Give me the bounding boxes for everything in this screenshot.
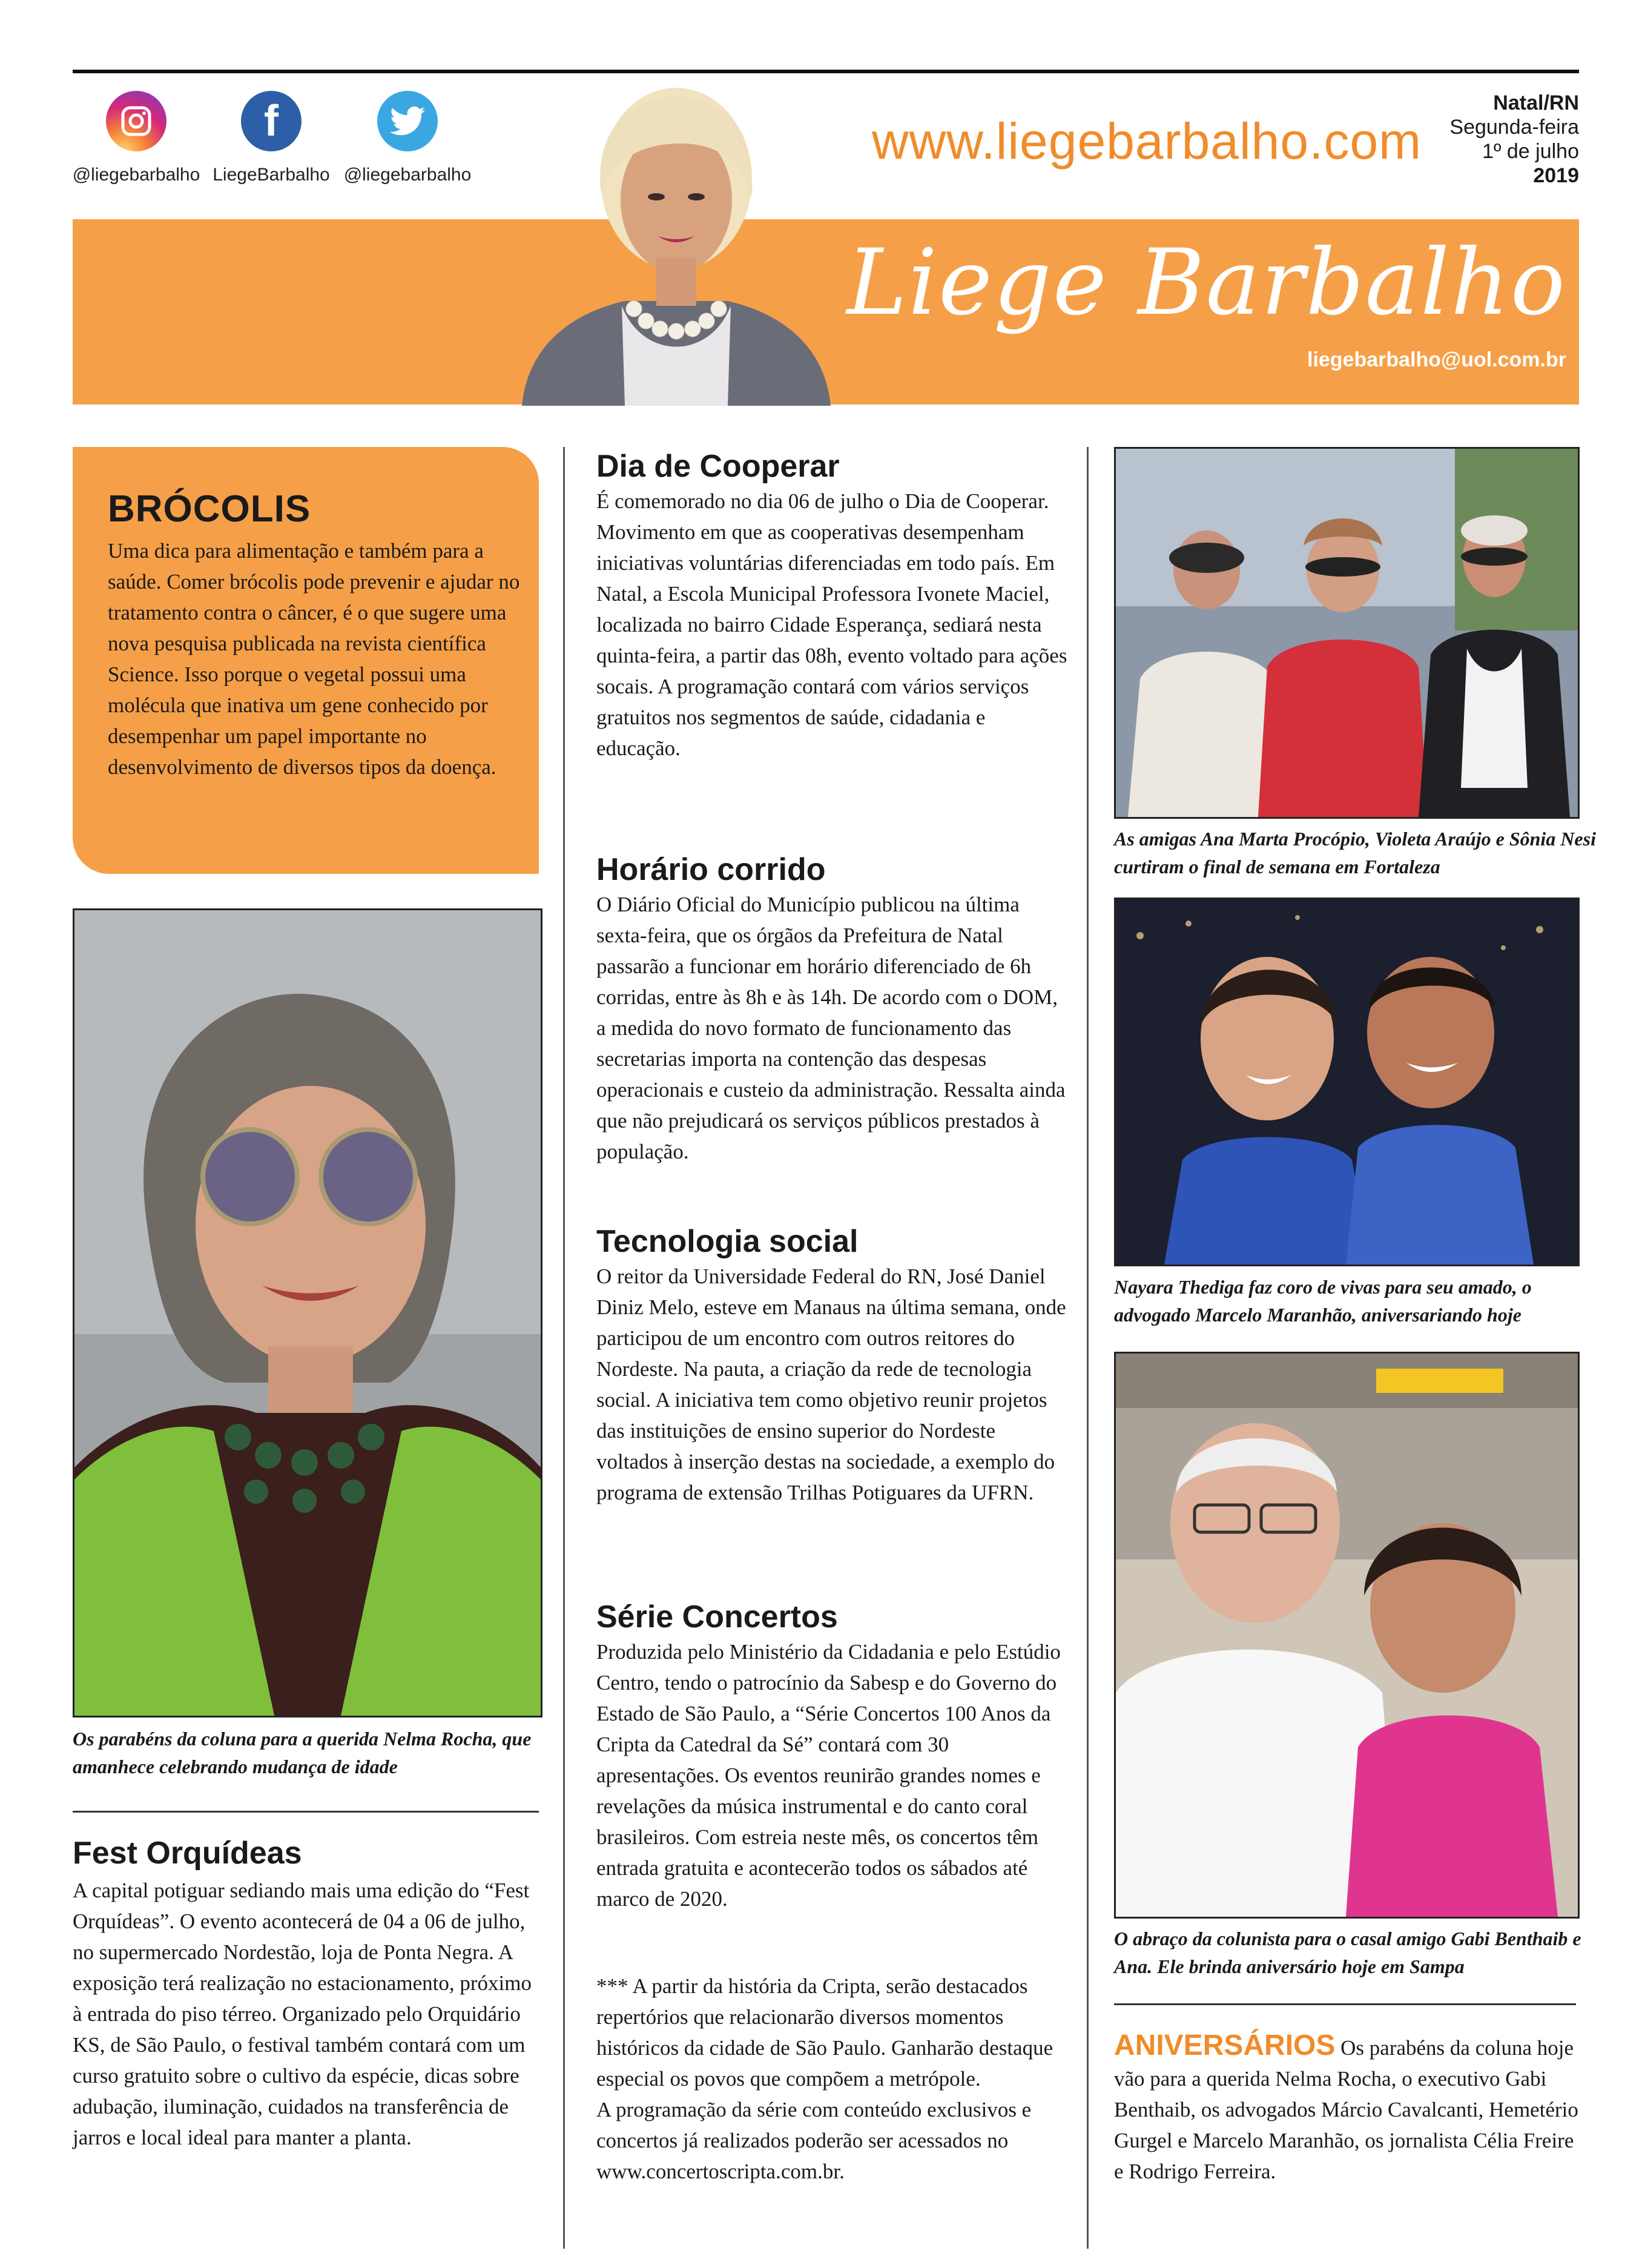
date: 1º de julho bbox=[1482, 140, 1579, 163]
website-link[interactable]: www.liegebarbalho.com bbox=[872, 113, 1422, 170]
photo-nayara-image bbox=[1116, 899, 1578, 1265]
fest-title: Fest Orquídeas bbox=[73, 1836, 302, 1871]
year: 2019 bbox=[1533, 164, 1579, 187]
column-name: Liege Barbalho bbox=[846, 230, 1566, 336]
social-instagram[interactable] bbox=[58, 91, 215, 185]
aniversarios-title: ANIVERSÁRIOS bbox=[1114, 2029, 1336, 2061]
tecnologia-text: O reitor da Universidade Federal do RN, José Daniel Diniz Melo, esteve em Manaus na última semana, onde participou de um encontro com outros reitores do Nordeste. Na pauta, a criação da rede de tecnologia social. A iniciativa tem como objetivo reunir projetos das instituições de ensino superior do Nordeste voltados à inserção destas na sociedade, a exemplo do programa de extensão Trilhas Potiguares da UFRN. bbox=[596, 1265, 1066, 1504]
aniversarios-text: Os parabéns da coluna hoje vão para a querida Nelma Rocha, o executivo Gabi Benthaib, os advogados Márcio Cavalcanti, Hemetério Gurgel e Marcelo Maranhão, os jornalista Célia Freire e Rodrigo Ferreira. bbox=[1114, 2036, 1578, 2183]
horario-title: Horário corrido bbox=[596, 852, 826, 887]
tecnologia-title: Tecnologia social bbox=[596, 1224, 859, 1259]
concertos-text: Produzida pelo Ministério da Cidadania e pelo Estúdio Centro, tendo o patrocínio da Sabesp e do Governo do Estado de São Paulo, a “Série Concertos 100 Anos da Cripta da Catedral da Sé” contará com 30 apresentações. Os eventos reunirão grandes nomes e revelações da música instrumental e do canto coral brasileiros. Com estreia neste mês, os concertos têm entrada gratuita e acontecerão todos os sábados até marco de 2020. bbox=[596, 1640, 1061, 1911]
social-twitter[interactable] bbox=[329, 91, 486, 185]
divider-fest bbox=[73, 1811, 539, 1813]
facebook-handle: LiegeBarbalho bbox=[213, 165, 330, 185]
concertos-note: *** A partir da história da Cripta, serão destacados repertórios que relacionarão diversos momentos históricos da cidade de São Paulo. Ganharão destaque especial os povos que compõem a metrópole. bbox=[596, 1974, 1053, 2091]
columnist-portrait bbox=[510, 76, 842, 406]
concertos-note2: A programação da série com conteúdo exclusivos e concertos já realizados poderão ser acessados no www.concertoscripta.com.br. bbox=[596, 2098, 1032, 2183]
fest-text: A capital potiguar sediando mais uma edição do “Fest Orquídeas”. O evento acontecerá de 04 a 06 de julho, no supermercado Nordestão, loja de Ponta Negra. A exposição terá realização no estacionamento, próximo à entrada do piso térreo. Organizado pelo Orquidário KS, de São Paulo, o festival também contará com um curso gratuito sobre o cultivo da espécie, dicas sobre adubação, iluminação, cuidados na transferência de jarros e local ideal para manter a planta. bbox=[73, 1879, 532, 2149]
cooperar-text: É comemorado no dia 06 de julho o Dia de Cooperar. Movimento em que as cooperativas desempenham iniciativas voluntárias diferenciadas em todo país. Em Natal, a Escola Municipal Professora Ivonete Maciel, localizada no bairro Cidade Esperança, sediará nesta quinta-feira, a partir das 08h, evento voltado para ações socais. A programação contará com vários serviços gratuitos nos segmentos de saúde, cidadania e educação. bbox=[596, 489, 1067, 760]
facebook-icon[interactable]: f bbox=[241, 91, 302, 151]
photo-nelma-image bbox=[74, 910, 541, 1716]
horario-text: O Diário Oficial do Município publicou na última sexta-feira, que os órgãos da Prefeitura de Natal passarão a funcionar em horário diferenciado de 6h corridas, entre às 8h e às 14h. De acordo com o DOM, a medida do novo formato de funcionamento das secretarias importa na contenção das despesas operacionais e custeio da administração. Ressalta ainda que não prejudicará os serviços públicos prestados à população. bbox=[596, 893, 1066, 1163]
caption-gabi: O abraço da colunista para o casal amigo Gabi Benthaib e Ana. Ele brinda aniversário hoje em Sampa bbox=[1114, 1928, 1581, 1977]
instagram-icon[interactable] bbox=[106, 91, 166, 151]
column-divider-2 bbox=[1087, 447, 1089, 2249]
caption-nayara: Nayara Thediga faz coro de vivas para seu amado, o advogado Marcelo Maranhão, aniversariando hoje bbox=[1114, 1276, 1532, 1326]
instagram-handle: @liegebarbalho bbox=[72, 165, 200, 185]
divider-aniversarios bbox=[1114, 2003, 1576, 2005]
column-email[interactable]: liegebarbalho@uol.com.br bbox=[1307, 348, 1566, 371]
social-facebook[interactable] bbox=[193, 91, 350, 185]
city: Natal/RN bbox=[1493, 91, 1579, 114]
brocolis-text: Uma dica para alimentação e também para a saúde. Comer brócolis pode prevenir e ajudar no tratamento contra o câncer, é o que sugere uma nova pesquisa publicada na revista científica Science. Isso porque o vegetal possui uma molécula que inativa um gene conhecido por desempenhar um papel importante no desenvolvimento de diversos tipos da doença. bbox=[108, 539, 520, 779]
top-rule bbox=[73, 70, 1579, 73]
concertos-title: Série Concertos bbox=[596, 1599, 838, 1635]
brocolis-title: BRÓCOLIS bbox=[108, 488, 311, 530]
twitter-handle: @liegebarbalho bbox=[343, 165, 472, 185]
photo-amigas-image bbox=[1116, 449, 1578, 817]
caption-nelma: Os parabéns da coluna para a querida Nelma Rocha, que amanhece celebrando mudança de idade bbox=[73, 1728, 532, 1777]
weekday: Segunda-feira bbox=[1449, 116, 1579, 139]
cooperar-title: Dia de Cooperar bbox=[596, 449, 840, 484]
photo-gabi-image bbox=[1116, 1354, 1578, 1917]
aniversarios-block bbox=[1114, 2030, 1583, 2187]
photo-gabi bbox=[1114, 1352, 1580, 1919]
column-divider-1 bbox=[563, 447, 565, 2249]
photo-nelma bbox=[73, 908, 542, 1718]
photo-nayara bbox=[1114, 898, 1580, 1266]
caption-amigas: As amigas Ana Marta Procópio, Violeta Araújo e Sônia Nesi curtiram o final de semana em Fortaleza bbox=[1114, 828, 1596, 878]
dateline bbox=[1449, 91, 1579, 188]
photo-amigas bbox=[1114, 447, 1580, 819]
twitter-icon[interactable] bbox=[377, 91, 438, 151]
